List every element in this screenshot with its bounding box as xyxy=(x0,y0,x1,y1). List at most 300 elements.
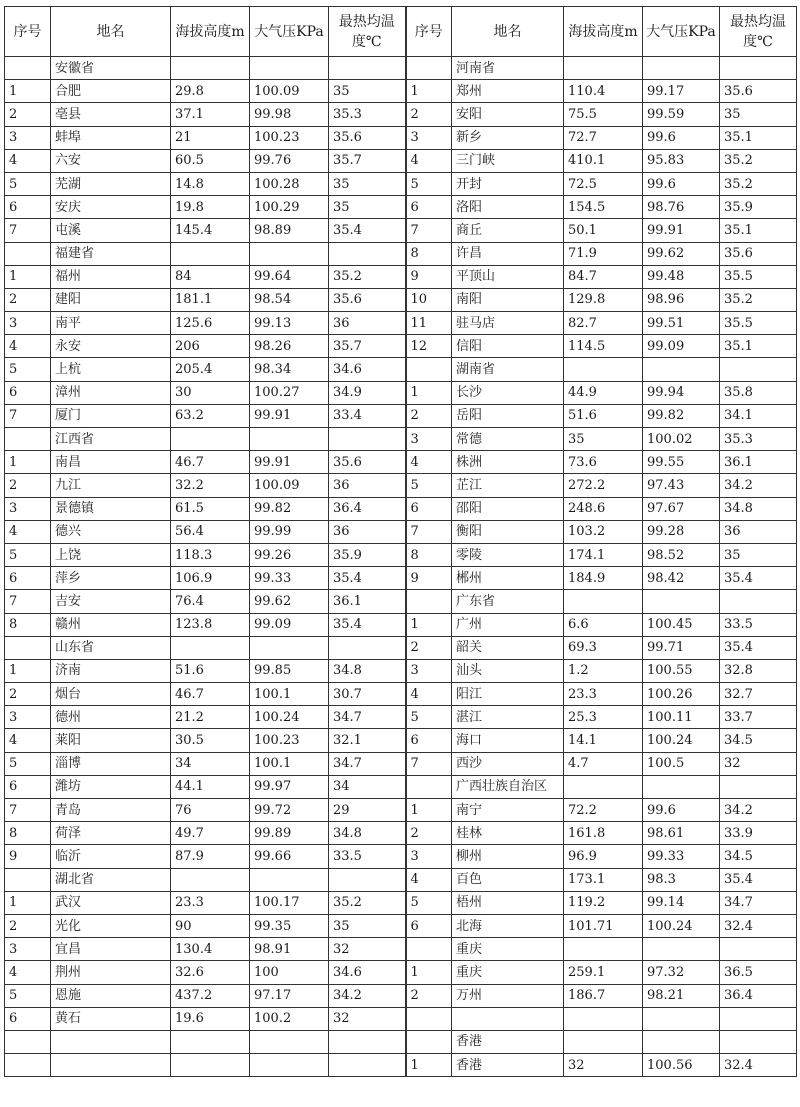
right-seq-cell: 1 xyxy=(406,381,452,404)
right-temperature-cell: 32.7 xyxy=(720,683,797,706)
right-seq-cell: 2 xyxy=(406,404,452,427)
left-pressure-cell: 100.17 xyxy=(250,891,329,914)
left-pressure-cell: 98.89 xyxy=(250,219,329,242)
left-pressure-cell: 98.54 xyxy=(250,288,329,311)
right-altitude-cell: 71.9 xyxy=(564,242,643,265)
left-place-name-cell: 蚌埠 xyxy=(51,126,171,149)
left-altitude-cell: 30 xyxy=(171,381,250,404)
right-seq-cell: 3 xyxy=(406,126,452,149)
left-altitude-cell: 76.4 xyxy=(171,590,250,613)
right-altitude-cell: 259.1 xyxy=(564,961,643,984)
section-empty-cell xyxy=(5,428,51,451)
left-altitude-cell: 46.7 xyxy=(171,451,250,474)
left-altitude-cell: 145.4 xyxy=(171,219,250,242)
table-row xyxy=(5,196,797,219)
right-seq-cell: 4 xyxy=(406,868,452,891)
section-empty-cell xyxy=(406,1030,452,1053)
province-section-label: 安徽省 xyxy=(51,57,171,80)
left-altitude-cell: 56.4 xyxy=(171,520,250,543)
table-row xyxy=(5,706,797,729)
right-temperature-cell: 35.2 xyxy=(720,172,797,195)
table-row xyxy=(5,822,797,845)
right-temperature-cell: 35.3 xyxy=(720,428,797,451)
right-place-name-cell: 邵阳 xyxy=(452,497,564,520)
left-seq-cell: 2 xyxy=(5,683,51,706)
province-section-label: 福建省 xyxy=(51,242,171,265)
right-pressure-cell: 98.52 xyxy=(643,543,720,566)
left-temperature-cell: 36.1 xyxy=(329,590,406,613)
left-place-name-cell: 六安 xyxy=(51,149,171,172)
left-place-name-cell: 荆州 xyxy=(51,961,171,984)
left-temperature-cell: 35.7 xyxy=(329,149,406,172)
right-altitude-cell: 119.2 xyxy=(564,891,643,914)
left-temperature-cell: 35.4 xyxy=(329,613,406,636)
right-seq-cell: 6 xyxy=(406,729,452,752)
section-empty-cell xyxy=(720,938,797,961)
right-temperature-cell: 34.7 xyxy=(720,891,797,914)
province-section-label: 香港 xyxy=(452,1030,564,1053)
left-temperature-cell: 33.4 xyxy=(329,404,406,427)
left-temperature-cell: 34 xyxy=(329,775,406,798)
right-temperature-cell: 35.1 xyxy=(720,335,797,358)
left-seq-cell: 2 xyxy=(5,474,51,497)
left-seq-cell: 3 xyxy=(5,706,51,729)
left-place-name-cell: 福州 xyxy=(51,265,171,288)
right-altitude-cell: 173.1 xyxy=(564,868,643,891)
right-pressure-cell: 99.6 xyxy=(643,172,720,195)
left-seq-cell: 3 xyxy=(5,938,51,961)
empty-cell xyxy=(5,1054,51,1077)
right-pressure-cell: 98.96 xyxy=(643,288,720,311)
left-place-name-cell: 上杭 xyxy=(51,358,171,381)
right-seq-cell: 7 xyxy=(406,752,452,775)
left-place-name-cell: 武汉 xyxy=(51,891,171,914)
table-row xyxy=(5,451,797,474)
left-seq-cell: 2 xyxy=(5,288,51,311)
right-seq-cell: 6 xyxy=(406,196,452,219)
right-pressure-cell: 100.24 xyxy=(643,729,720,752)
left-seq-cell: 6 xyxy=(5,775,51,798)
province-section-label: 湖北省 xyxy=(51,868,171,891)
left-temperature-cell: 35 xyxy=(329,914,406,937)
left-place-name-cell: 荷泽 xyxy=(51,822,171,845)
header-temperature-left: 最热均温度℃ xyxy=(329,7,406,57)
left-altitude-cell: 130.4 xyxy=(171,938,250,961)
section-empty-cell xyxy=(643,938,720,961)
section-empty-cell xyxy=(5,242,51,265)
left-place-name-cell: 烟台 xyxy=(51,683,171,706)
left-altitude-cell: 118.3 xyxy=(171,543,250,566)
right-temperature-cell: 35.2 xyxy=(720,288,797,311)
left-pressure-cell: 99.91 xyxy=(250,451,329,474)
empty-cell xyxy=(564,1007,643,1030)
section-empty-cell xyxy=(564,938,643,961)
section-empty-cell xyxy=(171,868,250,891)
left-altitude-cell: 123.8 xyxy=(171,613,250,636)
section-empty-cell xyxy=(250,57,329,80)
left-temperature-cell: 34.6 xyxy=(329,961,406,984)
right-place-name-cell: 许昌 xyxy=(452,242,564,265)
right-temperature-cell: 35.9 xyxy=(720,196,797,219)
right-pressure-cell: 100.55 xyxy=(643,659,720,682)
right-seq-cell: 2 xyxy=(406,822,452,845)
left-pressure-cell: 99.97 xyxy=(250,775,329,798)
right-place-name-cell: 南阳 xyxy=(452,288,564,311)
right-seq-cell: 6 xyxy=(406,497,452,520)
section-empty-cell xyxy=(643,358,720,381)
table-row xyxy=(5,149,797,172)
section-empty-cell xyxy=(329,242,406,265)
right-seq-cell: 3 xyxy=(406,659,452,682)
right-pressure-cell: 99.33 xyxy=(643,845,720,868)
section-empty-cell xyxy=(720,57,797,80)
right-seq-cell: 8 xyxy=(406,543,452,566)
right-pressure-cell: 99.94 xyxy=(643,381,720,404)
left-altitude-cell: 32.2 xyxy=(171,474,250,497)
section-empty-cell xyxy=(720,1030,797,1053)
left-temperature-cell: 35.2 xyxy=(329,265,406,288)
right-seq-cell: 5 xyxy=(406,474,452,497)
left-place-name-cell: 潍坊 xyxy=(51,775,171,798)
right-pressure-cell: 95.83 xyxy=(643,149,720,172)
table-row xyxy=(5,683,797,706)
left-temperature-cell: 35 xyxy=(329,80,406,103)
section-empty-cell xyxy=(171,428,250,451)
section-empty-cell xyxy=(329,636,406,659)
right-temperature-cell: 33.9 xyxy=(720,822,797,845)
section-empty-cell xyxy=(720,590,797,613)
right-pressure-cell: 100.45 xyxy=(643,613,720,636)
left-seq-cell: 2 xyxy=(5,103,51,126)
section-empty-cell xyxy=(564,1030,643,1053)
left-altitude-cell: 44.1 xyxy=(171,775,250,798)
right-altitude-cell: 248.6 xyxy=(564,497,643,520)
right-temperature-cell: 35 xyxy=(720,543,797,566)
left-place-name-cell: 漳州 xyxy=(51,381,171,404)
left-pressure-cell: 100 xyxy=(250,961,329,984)
right-altitude-cell: 50.1 xyxy=(564,219,643,242)
section-empty-cell xyxy=(406,57,452,80)
right-place-name-cell: 平顶山 xyxy=(452,265,564,288)
right-pressure-cell: 98.76 xyxy=(643,196,720,219)
left-pressure-cell: 99.82 xyxy=(250,497,329,520)
right-place-name-cell: 衡阳 xyxy=(452,520,564,543)
right-place-name-cell: 零陵 xyxy=(452,543,564,566)
province-section-label: 山东省 xyxy=(51,636,171,659)
left-temperature-cell: 34.9 xyxy=(329,381,406,404)
right-altitude-cell: 72.2 xyxy=(564,799,643,822)
left-pressure-cell: 99.13 xyxy=(250,312,329,335)
right-temperature-cell: 34.1 xyxy=(720,404,797,427)
right-place-name-cell: 香港 xyxy=(452,1054,564,1077)
left-altitude-cell: 106.9 xyxy=(171,567,250,590)
right-temperature-cell: 35.5 xyxy=(720,312,797,335)
right-place-name-cell: 北海 xyxy=(452,914,564,937)
left-seq-cell: 3 xyxy=(5,312,51,335)
table-row xyxy=(5,358,797,381)
left-seq-cell: 4 xyxy=(5,729,51,752)
left-seq-cell: 1 xyxy=(5,891,51,914)
left-altitude-cell: 60.5 xyxy=(171,149,250,172)
province-section-label: 江西省 xyxy=(51,428,171,451)
left-place-name-cell: 临沂 xyxy=(51,845,171,868)
right-pressure-cell: 99.6 xyxy=(643,126,720,149)
right-place-name-cell: 岳阳 xyxy=(452,404,564,427)
right-seq-cell: 7 xyxy=(406,219,452,242)
header-altitude-right: 海拔高度m xyxy=(564,7,643,57)
left-seq-cell: 5 xyxy=(5,543,51,566)
section-empty-cell xyxy=(329,428,406,451)
left-seq-cell: 3 xyxy=(5,126,51,149)
province-section-label: 重庆 xyxy=(452,938,564,961)
right-pressure-cell: 99.91 xyxy=(643,219,720,242)
left-altitude-cell: 30.5 xyxy=(171,729,250,752)
right-seq-cell: 2 xyxy=(406,103,452,126)
left-seq-cell: 1 xyxy=(5,659,51,682)
right-place-name-cell: 西沙 xyxy=(452,752,564,775)
table-row xyxy=(5,1054,797,1077)
table-row xyxy=(5,80,797,103)
left-pressure-cell: 100.09 xyxy=(250,474,329,497)
left-pressure-cell: 99.99 xyxy=(250,520,329,543)
right-seq-cell: 3 xyxy=(406,845,452,868)
right-temperature-cell: 33.5 xyxy=(720,613,797,636)
right-altitude-cell: 272.2 xyxy=(564,474,643,497)
left-place-name-cell: 亳县 xyxy=(51,103,171,126)
table-row xyxy=(5,914,797,937)
left-altitude-cell: 34 xyxy=(171,752,250,775)
left-seq-cell: 7 xyxy=(5,799,51,822)
right-pressure-cell: 98.61 xyxy=(643,822,720,845)
header-name-right: 地名 xyxy=(452,7,564,57)
right-place-name-cell: 广州 xyxy=(452,613,564,636)
right-altitude-cell: 82.7 xyxy=(564,312,643,335)
right-pressure-cell: 100.24 xyxy=(643,914,720,937)
right-seq-cell: 3 xyxy=(406,428,452,451)
left-altitude-cell: 181.1 xyxy=(171,288,250,311)
right-altitude-cell: 75.5 xyxy=(564,103,643,126)
left-temperature-cell: 36.4 xyxy=(329,497,406,520)
left-place-name-cell: 南昌 xyxy=(51,451,171,474)
left-seq-cell: 1 xyxy=(5,80,51,103)
right-temperature-cell: 36.5 xyxy=(720,961,797,984)
right-temperature-cell: 34.5 xyxy=(720,729,797,752)
right-altitude-cell: 101.71 xyxy=(564,914,643,937)
right-altitude-cell: 1.2 xyxy=(564,659,643,682)
right-altitude-cell: 161.8 xyxy=(564,822,643,845)
right-altitude-cell: 410.1 xyxy=(564,149,643,172)
province-section-label: 河南省 xyxy=(452,57,564,80)
left-pressure-cell: 99.35 xyxy=(250,914,329,937)
left-altitude-cell: 19.8 xyxy=(171,196,250,219)
right-pressure-cell: 100.56 xyxy=(643,1054,720,1077)
left-pressure-cell: 99.26 xyxy=(250,543,329,566)
right-temperature-cell: 35.6 xyxy=(720,242,797,265)
right-place-name-cell: 郴州 xyxy=(452,567,564,590)
right-seq-cell: 5 xyxy=(406,706,452,729)
right-altitude-cell: 35 xyxy=(564,428,643,451)
left-pressure-cell: 100.1 xyxy=(250,752,329,775)
left-pressure-cell: 99.89 xyxy=(250,822,329,845)
right-altitude-cell: 44.9 xyxy=(564,381,643,404)
left-seq-cell: 6 xyxy=(5,567,51,590)
left-place-name-cell: 建阳 xyxy=(51,288,171,311)
right-temperature-cell: 36 xyxy=(720,520,797,543)
left-altitude-cell: 437.2 xyxy=(171,984,250,1007)
left-place-name-cell: 厦门 xyxy=(51,404,171,427)
table-row xyxy=(5,265,797,288)
right-seq-cell: 1 xyxy=(406,961,452,984)
left-altitude-cell: 29.8 xyxy=(171,80,250,103)
right-temperature-cell: 35.5 xyxy=(720,265,797,288)
left-pressure-cell: 99.98 xyxy=(250,103,329,126)
right-place-name-cell: 阳江 xyxy=(452,683,564,706)
table-row xyxy=(5,103,797,126)
section-empty-cell xyxy=(720,358,797,381)
table-row xyxy=(5,57,797,80)
left-temperature-cell: 34.8 xyxy=(329,822,406,845)
right-seq-cell: 4 xyxy=(406,451,452,474)
right-place-name-cell: 南宁 xyxy=(452,799,564,822)
left-pressure-cell: 98.34 xyxy=(250,358,329,381)
right-place-name-cell: 汕头 xyxy=(452,659,564,682)
right-seq-cell: 7 xyxy=(406,520,452,543)
right-seq-cell: 2 xyxy=(406,984,452,1007)
left-temperature-cell: 35.6 xyxy=(329,451,406,474)
empty-cell xyxy=(171,1054,250,1077)
table-row xyxy=(5,1007,797,1030)
right-altitude-cell: 69.3 xyxy=(564,636,643,659)
left-place-name-cell: 合肥 xyxy=(51,80,171,103)
left-altitude-cell: 23.3 xyxy=(171,891,250,914)
left-seq-cell: 7 xyxy=(5,219,51,242)
left-pressure-cell: 100.24 xyxy=(250,706,329,729)
left-place-name-cell: 安庆 xyxy=(51,196,171,219)
left-temperature-cell: 35.6 xyxy=(329,126,406,149)
right-temperature-cell: 32.4 xyxy=(720,914,797,937)
right-altitude-cell: 6.6 xyxy=(564,613,643,636)
right-pressure-cell: 99.82 xyxy=(643,404,720,427)
right-temperature-cell: 35.8 xyxy=(720,381,797,404)
right-place-name-cell: 海口 xyxy=(452,729,564,752)
right-temperature-cell: 32.4 xyxy=(720,1054,797,1077)
left-place-name-cell: 恩施 xyxy=(51,984,171,1007)
section-empty-cell xyxy=(720,775,797,798)
section-empty-cell xyxy=(564,590,643,613)
left-pressure-cell: 99.64 xyxy=(250,265,329,288)
right-place-name-cell: 柳州 xyxy=(452,845,564,868)
left-altitude-cell: 63.2 xyxy=(171,404,250,427)
right-place-name-cell: 桂林 xyxy=(452,822,564,845)
right-place-name-cell: 万州 xyxy=(452,984,564,1007)
right-temperature-cell: 35.4 xyxy=(720,868,797,891)
right-temperature-cell: 34.5 xyxy=(720,845,797,868)
empty-cell xyxy=(452,1007,564,1030)
empty-cell xyxy=(329,1054,406,1077)
right-temperature-cell: 34.2 xyxy=(720,474,797,497)
table-row xyxy=(5,567,797,590)
left-temperature-cell: 35.4 xyxy=(329,567,406,590)
table-row xyxy=(5,335,797,358)
left-altitude-cell: 61.5 xyxy=(171,497,250,520)
left-place-name-cell: 黄石 xyxy=(51,1007,171,1030)
empty-cell xyxy=(51,1054,171,1077)
right-altitude-cell: 72.5 xyxy=(564,172,643,195)
right-pressure-cell: 99.6 xyxy=(643,799,720,822)
right-temperature-cell: 35.4 xyxy=(720,567,797,590)
table-row xyxy=(5,497,797,520)
right-temperature-cell: 35 xyxy=(720,103,797,126)
section-empty-cell xyxy=(5,868,51,891)
left-pressure-cell: 97.17 xyxy=(250,984,329,1007)
right-seq-cell: 6 xyxy=(406,914,452,937)
left-seq-cell: 7 xyxy=(5,590,51,613)
right-temperature-cell: 36.4 xyxy=(720,984,797,1007)
right-altitude-cell: 25.3 xyxy=(564,706,643,729)
right-temperature-cell: 34.8 xyxy=(720,497,797,520)
right-pressure-cell: 97.43 xyxy=(643,474,720,497)
table-row xyxy=(5,474,797,497)
right-pressure-cell: 99.17 xyxy=(643,80,720,103)
left-place-name-cell: 赣州 xyxy=(51,613,171,636)
right-altitude-cell: 186.7 xyxy=(564,984,643,1007)
left-place-name-cell: 九江 xyxy=(51,474,171,497)
right-temperature-cell: 35.6 xyxy=(720,80,797,103)
left-altitude-cell: 206 xyxy=(171,335,250,358)
right-altitude-cell: 174.1 xyxy=(564,543,643,566)
right-altitude-cell: 114.5 xyxy=(564,335,643,358)
section-empty-cell xyxy=(171,636,250,659)
left-seq-cell: 4 xyxy=(5,520,51,543)
header-pressure-left: 大气压KPa xyxy=(250,7,329,57)
left-pressure-cell: 99.33 xyxy=(250,567,329,590)
header-row xyxy=(5,7,797,57)
right-altitude-cell: 4.7 xyxy=(564,752,643,775)
table-row xyxy=(5,729,797,752)
right-place-name-cell: 洛阳 xyxy=(452,196,564,219)
section-empty-cell xyxy=(250,428,329,451)
right-temperature-cell: 33.7 xyxy=(720,706,797,729)
left-temperature-cell: 35.7 xyxy=(329,335,406,358)
right-pressure-cell: 100.11 xyxy=(643,706,720,729)
right-pressure-cell: 98.42 xyxy=(643,567,720,590)
table-row xyxy=(5,636,797,659)
left-altitude-cell: 14.8 xyxy=(171,172,250,195)
left-place-name-cell: 宜昌 xyxy=(51,938,171,961)
right-temperature-cell: 36.1 xyxy=(720,451,797,474)
right-place-name-cell: 安阳 xyxy=(452,103,564,126)
section-empty-cell xyxy=(643,57,720,80)
right-altitude-cell: 154.5 xyxy=(564,196,643,219)
left-seq-cell: 6 xyxy=(5,196,51,219)
table-row xyxy=(5,288,797,311)
right-seq-cell: 1 xyxy=(406,799,452,822)
table-row xyxy=(5,799,797,822)
right-altitude-cell: 14.1 xyxy=(564,729,643,752)
right-seq-cell: 4 xyxy=(406,149,452,172)
table-row xyxy=(5,845,797,868)
right-pressure-cell: 99.62 xyxy=(643,242,720,265)
empty-cell xyxy=(643,1007,720,1030)
left-place-name-cell: 萍乡 xyxy=(51,567,171,590)
left-temperature-cell: 36 xyxy=(329,312,406,335)
left-temperature-cell: 35.2 xyxy=(329,891,406,914)
right-place-name-cell: 韶关 xyxy=(452,636,564,659)
left-pressure-cell: 100.23 xyxy=(250,729,329,752)
climate-data-document xyxy=(4,6,797,1077)
left-pressure-cell: 99.62 xyxy=(250,590,329,613)
section-empty-cell xyxy=(643,775,720,798)
